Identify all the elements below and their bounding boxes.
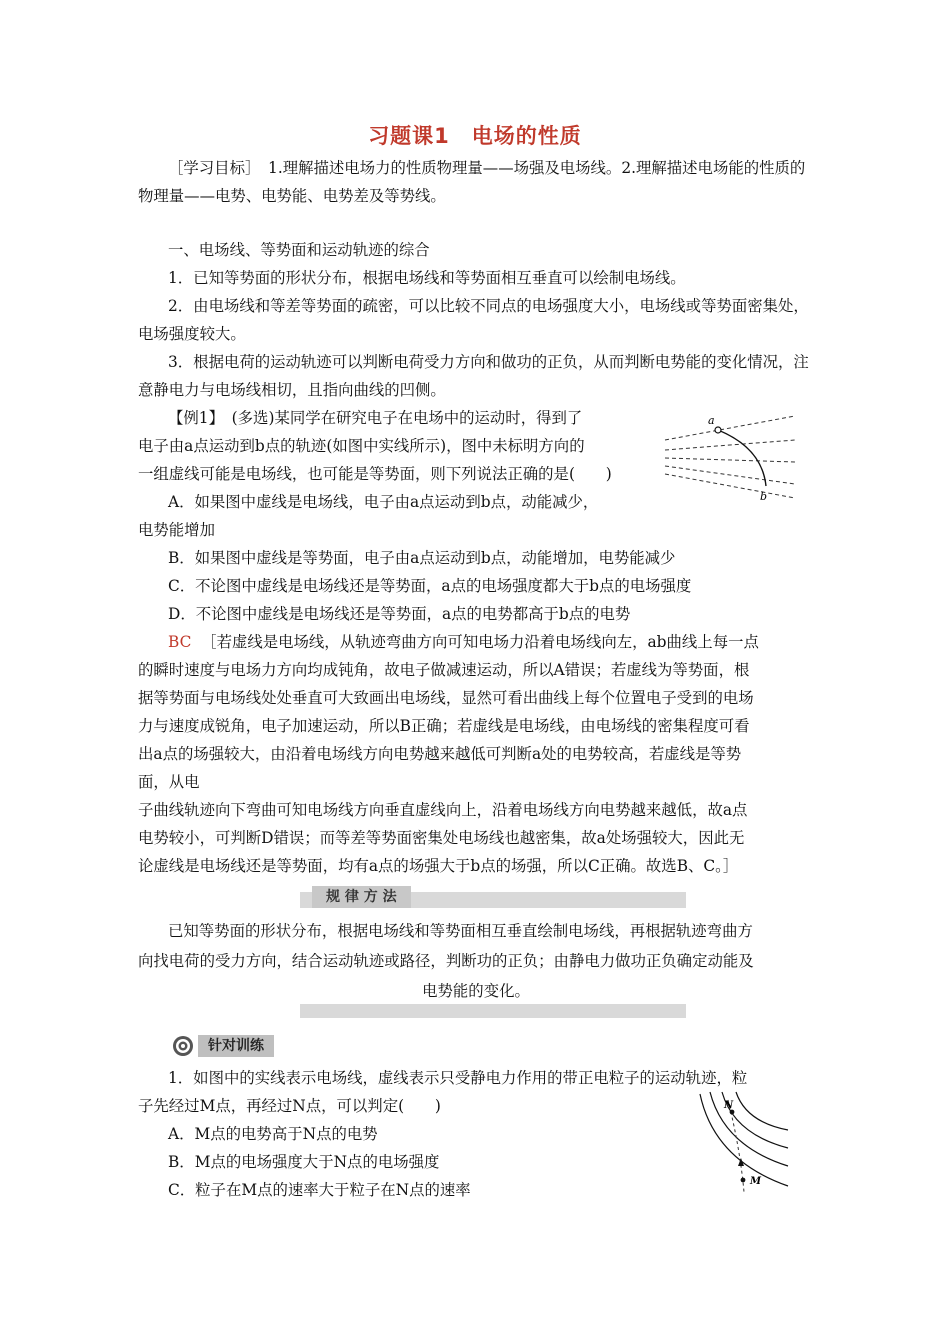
training-q1-line-1: 1．如图中的实线表示电场线，虚线表示只受静电力作用的带正电粒子的运动轨迹，粒	[168, 1069, 748, 1087]
method-text	[138, 916, 814, 1006]
field-line-figure	[692, 1090, 792, 1202]
answer-label: BC	[168, 633, 192, 651]
point-m-label: M	[750, 1176, 762, 1187]
point-1: 1．已知等势面的形状分布，根据电场线和等势面相互垂直可以绘制电场线。	[168, 269, 686, 287]
option-a-line-1: A．如果图中虚线是电场线，电子由a点运动到b点，动能减少，	[168, 493, 599, 511]
example-stem-line-3: 一组虚线可能是电场线，也可能是等势面，则下列说法正确的是( )	[138, 465, 612, 483]
page-title: 习题课1 电场的性质	[368, 124, 582, 148]
point-2: 2．由电场线和等差等势面的疏密，可以比较不同点的电场强度大小，电场线或等势面密集处，电场强度较大。	[138, 297, 809, 343]
target-icon	[172, 1035, 194, 1057]
analysis-line: 论虚线是电场线还是等势面，均有a点的场强大于b点的场强，所以C正确。故选B、C。］	[138, 857, 739, 875]
method-line: 已知等势面的形状分布，根据电场线和等势面相互垂直绘制电场线，再根据轨迹弯曲方	[168, 922, 753, 940]
option-b: B．如果图中虚线是等势面，电子由a点运动到b点，动能增加，电势能减少	[168, 549, 676, 567]
analysis-first: ［若虚线是电场线，从轨迹弯曲方向可知电场力沿着电场线向左，ab曲线上每一点	[201, 633, 759, 651]
point-n-label: N	[724, 1100, 734, 1111]
analysis-line: 出a点的场强较大，由沿着电场线方向电势越来越低可判断a处的电势较高，若虚线是等势	[138, 745, 742, 763]
analysis-line: 的瞬时速度与电场力方向均成钝角，故电子做减速运动，所以A错误；若虚线为等势面，根	[138, 661, 750, 679]
method-bottom-bar	[300, 1004, 686, 1018]
example-stem-line-1: 【例1】 (多选)某同学在研究电子在电场中的运动时，得到了	[168, 409, 583, 427]
option-d: D．不论图中虚线是电场线还是等势面，a点的电势都高于b点的电势	[168, 605, 631, 623]
analysis-line: 电势较小，可判断D错误；而等差等势面密集处电场线也越密集，故a处场强较大，因此无	[138, 829, 745, 847]
point-a-label: a	[708, 414, 715, 427]
analysis-line: 力与速度成锐角，电子加速运动，所以B正确；若虚线是电场线，由电场线的密集程度可看	[138, 717, 750, 735]
section-heading: 一、电场线、等势面和运动轨迹的综合	[168, 241, 430, 259]
learning-objectives: ［学习目标］ 1.理解描述电场力的性质物理量——场强及电场线。2.理解描述电场能的性质的物理量——电势、电势能、电势差及等势线。	[138, 159, 806, 205]
point-3: 3．根据电荷的运动轨迹可以判断电荷受力方向和做功的正负，从而判断电势能的变化情况，注意静电力与电场线相切，且指向曲线的凹侧。	[138, 353, 809, 399]
dashed-line	[665, 466, 795, 484]
trajectory-figure	[660, 412, 800, 502]
dashed-line	[665, 440, 795, 450]
option-c: C．不论图中虚线是电场线还是等势面，a点的电场强度都大于b点的电场强度	[168, 577, 692, 595]
training-header	[172, 1034, 274, 1058]
option-a-line-2: 电势能增加	[138, 521, 215, 539]
method-line: 电势能的变化。	[422, 982, 530, 1000]
training-label: 针对训练	[198, 1035, 274, 1057]
dashed-line	[665, 474, 795, 498]
analysis-line: 据等势面与电场线处处垂直可大致画出电场线，显然可看出曲线上每个位置电子受到的电场	[138, 689, 754, 707]
method-line: 向找电荷的受力方向，结合运动轨迹或路径，判断功的正负；由静电力做功正负确定动能及	[138, 952, 754, 970]
point-b-label: b	[760, 490, 768, 502]
trajectory-curve	[718, 430, 766, 486]
analysis-line: 面，从电	[138, 773, 200, 791]
field-line	[710, 1092, 788, 1166]
point-m	[741, 1178, 746, 1183]
point-a	[715, 427, 721, 433]
dashed-line	[665, 458, 795, 462]
field-line	[736, 1092, 788, 1130]
answer-first-line	[138, 628, 814, 656]
training-option-a: A．M点的电势高于N点的电势	[168, 1125, 378, 1143]
training-q1-line-2: 子先经过M点，再经过N点，可以判定( )	[138, 1097, 441, 1115]
example-stem-line-2: 电子由a点运动到b点的轨迹(如图中实线所示)，图中未标明方向的	[138, 437, 585, 455]
training-option-c: C．粒子在M点的速率大于粒子在N点的速率	[168, 1181, 471, 1199]
analysis-line: 子曲线轨迹向下弯曲可知电场线方向垂直虚线向上，沿着电场线方向电势越来越低，故a点	[138, 801, 748, 819]
method-label: 规 律 方 法	[312, 886, 411, 908]
training-option-b: B．M点的电场强度大于N点的电场强度	[168, 1153, 440, 1171]
